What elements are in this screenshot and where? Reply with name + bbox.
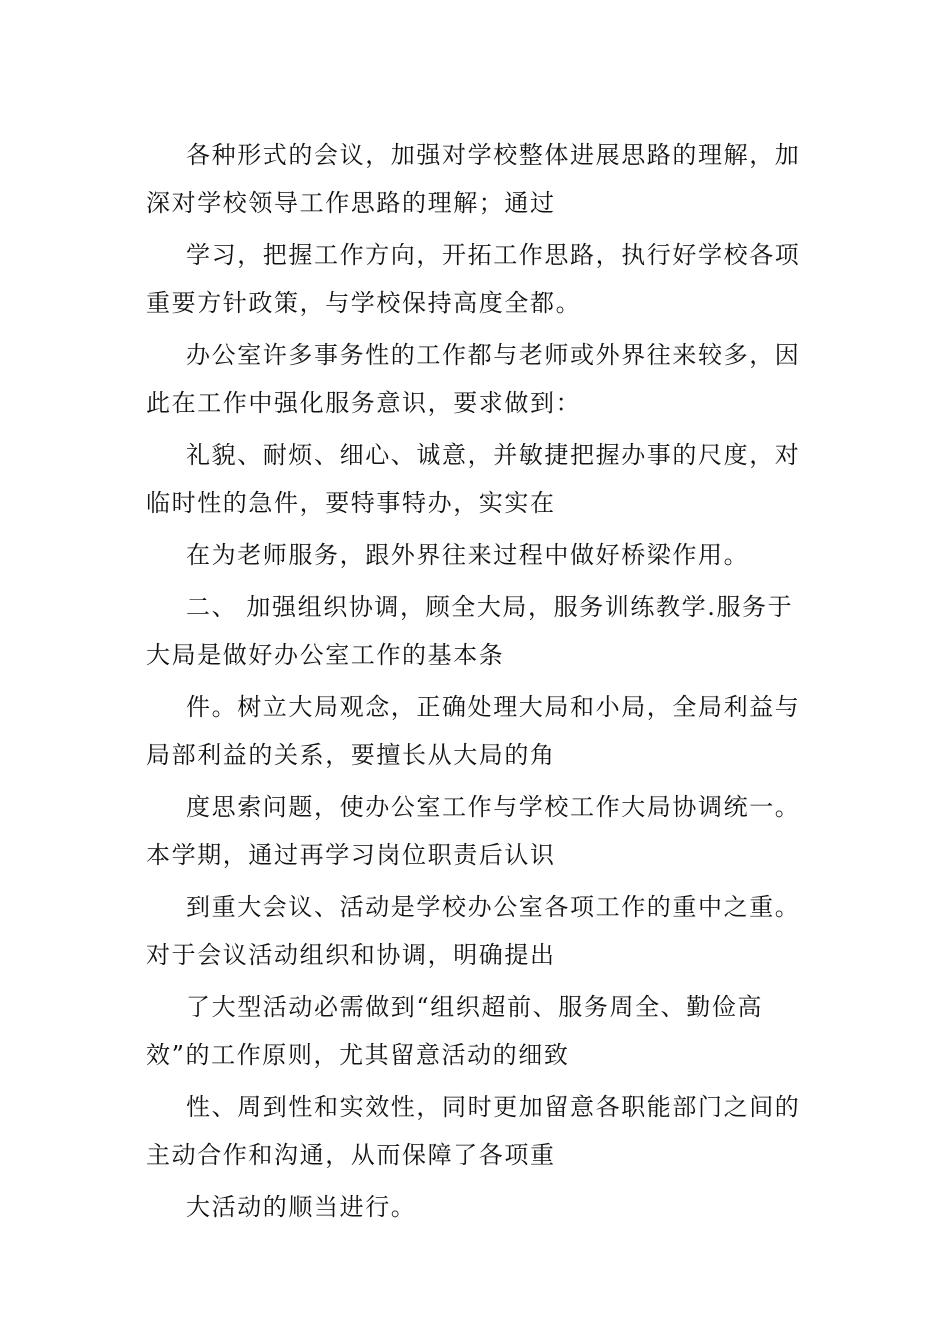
paragraph-line: 大局是做好办公室工作的基本条 [146, 641, 505, 669]
paragraph-line: 了大型活动必需做到“组织超前、服务周全、勤俭高 [186, 993, 764, 1021]
paragraph-line: 在为老师服务，跟外界往来过程中做好桥梁作用。 [186, 541, 750, 569]
paragraph [146, 131, 826, 227]
paragraph [146, 983, 826, 1079]
paragraph-line: 各种形式的会议，加强对学校整体进展思路的理解，加 [186, 141, 801, 169]
paragraph [146, 331, 826, 427]
paragraph-line: 办公室许多事务性的工作都与老师或外界往来较多，因 [186, 341, 801, 369]
paragraph-line: 到重大会议、活动是学校办公室各项工作的重中之重。 [186, 893, 801, 921]
paragraph-line: 二、 加强组织协调，顾全大局，服务训练教学.服务于 [186, 593, 794, 621]
paragraph-line: 学习，把握工作方向，开拓工作思路，执行好学校各项 [186, 241, 801, 269]
paragraph-line: 性、周到性和实效性，同时更加留意各职能部门之间的 [186, 1093, 801, 1121]
paragraph-line: 局部利益的关系，要擅长从大局的角 [146, 741, 556, 769]
paragraph-line: 效”的工作原则，尤其留意活动的细致 [146, 1041, 570, 1069]
paragraph-line: 对于会议活动组织和协调，明确提出 [146, 941, 556, 969]
paragraph [146, 1183, 826, 1231]
paragraph [146, 783, 826, 879]
paragraph-line: 主动合作和沟通，从而保障了各项重 [146, 1141, 556, 1169]
paragraph-line: 深对学校领导工作思路的理解；通过 [146, 189, 556, 217]
paragraph-line: 礼貌、耐烦、细心、诚意，并敏捷把握办事的尺度，对 [186, 441, 801, 469]
paragraph [146, 683, 826, 779]
paragraph-line: 大活动的顺当进行。 [186, 1193, 417, 1221]
paragraph [146, 231, 826, 327]
paragraph [146, 883, 826, 979]
paragraph-line: 度思索问题，使办公室工作与学校工作大局协调统一。 [186, 793, 801, 821]
paragraph-line: 重要方针政策，与学校保持高度全都。 [146, 289, 582, 317]
paragraph [146, 583, 826, 679]
paragraph-line: 本学期，通过再学习岗位职责后认识 [146, 841, 556, 869]
paragraph [146, 1083, 826, 1179]
paragraph [146, 531, 826, 579]
paragraph-line: 此在工作中强化服务意识，要求做到： [146, 389, 582, 417]
paragraph [146, 431, 826, 527]
document-body [146, 131, 826, 1235]
paragraph-line: 临时性的急件，要特事特办，实实在 [146, 489, 556, 517]
paragraph-line: 件。树立大局观念，正确处理大局和小局，全局利益与 [186, 693, 801, 721]
